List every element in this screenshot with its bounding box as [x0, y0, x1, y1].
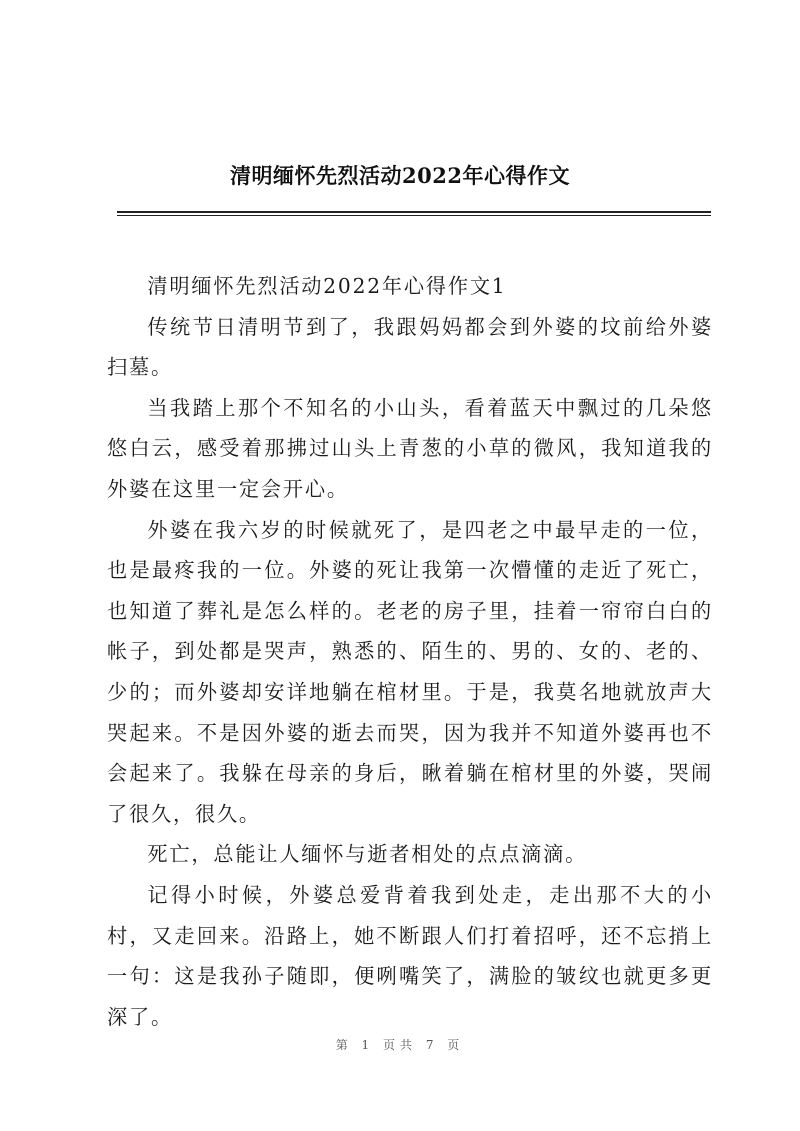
paragraph: 当我踏上那个不知名的小山头，看着蓝天中飘过的几朵悠悠白云，感受着那拂过山头上青葱的小草的微风，我知道我的外婆在这里一定会开心。 [107, 395, 713, 501]
document-title: 清明缅怀先烈活动2022年心得作文 [230, 163, 570, 188]
paragraph: 记得小时候，外婆总爱背着我到处走，走出那不大的小村，又走回来。沿路上，她不断跟人们打着招呼，还不忘捎上一句：这是我孙子随即，便咧嘴笑了，满脸的皱纹也就更多更深了。 [107, 882, 713, 1029]
title-divider [117, 211, 711, 213]
page-number: 第 1 页共 7 页 [335, 1038, 465, 1052]
title-divider-thin [117, 215, 711, 216]
paragraph: 传统节日清明节到了，我跟妈妈都会到外婆的坟前给外婆扫墓。 [107, 314, 713, 380]
paragraph: 外婆在我六岁的时候就死了，是四老之中最早走的一位，也是最疼我的一位。外婆的死让我第一次懵懂的走近了死亡，也知道了葬礼是怎么样的。老老的房子里，挂着一帘帘白白的帐子，到处都是哭声，熟悉的、陌生的、男的、女的、老的、少的；而外婆却安详地躺在棺材里。于是，我莫名地就放声大哭起来。不是因外婆的逝去而哭，因为我并不知道外婆再也不会起来了。我躲在母亲的身后，瞅着躺在棺材里的外婆，哭闹了很久，很久。 [107, 517, 713, 826]
section-heading: 清明缅怀先烈活动2022年心得作文1 [147, 274, 507, 298]
document-body [107, 266, 713, 1037]
paragraph: 死亡，总能让人缅怀与逝者相处的点点滴滴。 [147, 842, 588, 867]
